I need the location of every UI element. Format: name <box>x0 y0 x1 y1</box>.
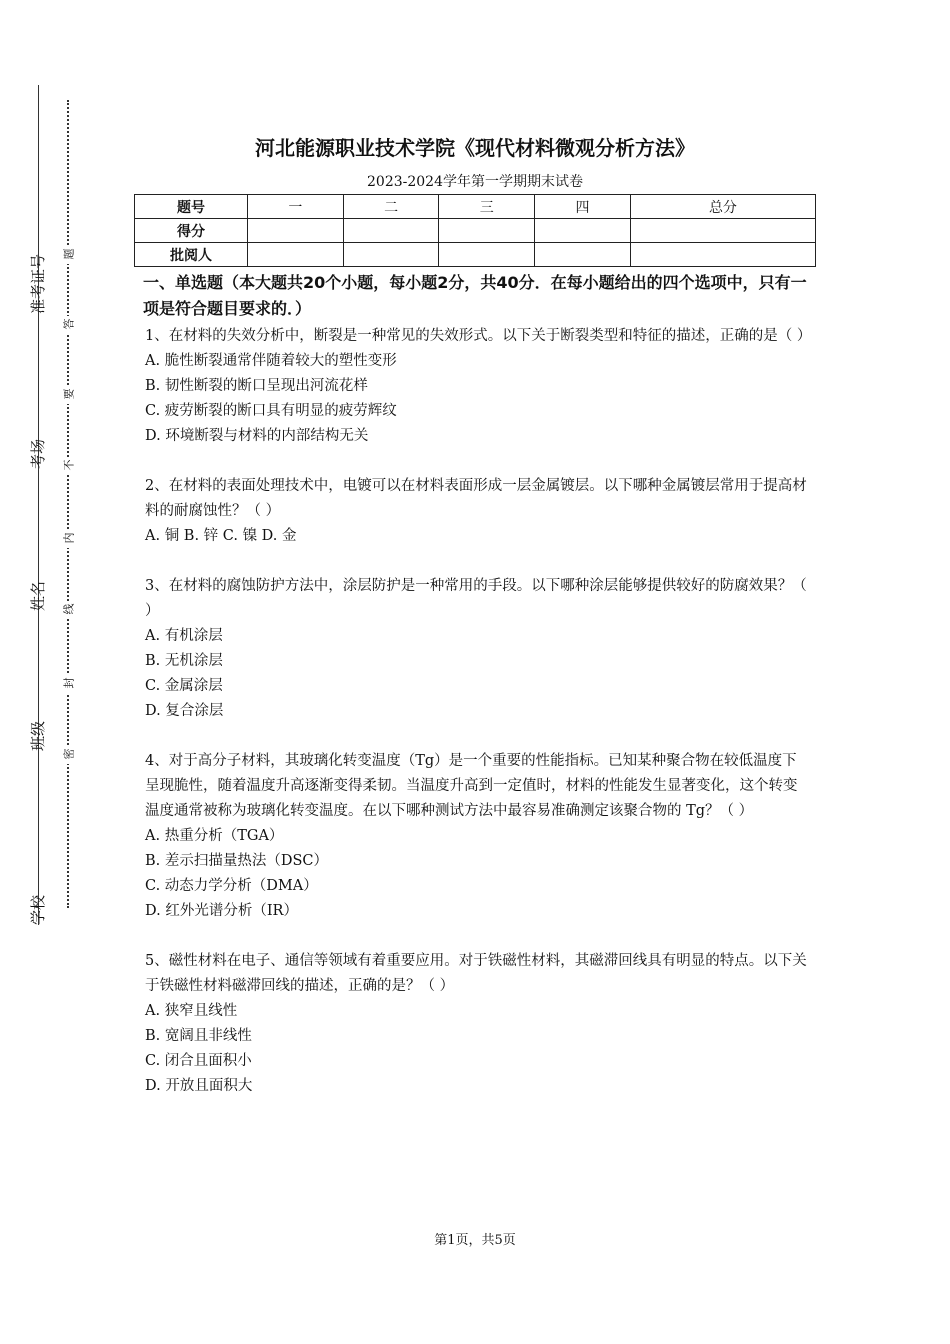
question-stem: 1、在材料的失效分析中，断裂是一种常见的失效形式。以下关于断裂类型和特征的描述，正确的是（ ） <box>145 328 812 344</box>
option-c[interactable]: C. 疲劳断裂的断口具有明显的疲劳辉纹 <box>145 403 397 419</box>
score-col-4: 四 <box>535 195 631 219</box>
reviewer-cell[interactable] <box>535 243 631 267</box>
question-4 <box>145 749 810 924</box>
option-d[interactable]: D. 开放且面积大 <box>145 1078 253 1094</box>
section-title: 一、单选题（本大题共20个小题，每小题2分，共40分．在每小题给出的四个选项中，只有一项是符合题目要求的．） <box>143 273 807 318</box>
score-col-total: 总分 <box>630 195 815 219</box>
score-col-2: 二 <box>343 195 439 219</box>
question-stem: 2、在材料的表面处理技术中，电镀可以在材料表面形成一层金属镀层。以下哪种金属镀层常用于提高材料的耐腐蚀性？（ ） <box>145 478 807 519</box>
score-cell[interactable] <box>535 219 631 243</box>
question-1 <box>145 324 810 449</box>
seal-char: 线 <box>59 601 77 619</box>
option-b[interactable]: B. 差示扫描量热法（DSC） <box>145 853 329 869</box>
seal-char: 封 <box>59 675 77 693</box>
reviewer-cell[interactable] <box>248 243 344 267</box>
reviewer-cell[interactable] <box>439 243 535 267</box>
reviewer-row <box>135 243 816 267</box>
option-d[interactable]: D. 复合涂层 <box>145 703 224 719</box>
option-b[interactable]: B. 韧性断裂的断口呈现出河流花样 <box>145 378 368 394</box>
binding-solid-line <box>38 85 39 925</box>
reviewer-row-label: 批阅人 <box>135 243 248 267</box>
seal-char: 内 <box>59 530 77 548</box>
score-header-row <box>135 195 816 219</box>
options-inline[interactable]: A. 铜 B. 锌 C. 镍 D. 金 <box>145 528 297 544</box>
page-footer: 第1页，共5页 <box>434 1233 516 1248</box>
option-b[interactable]: B. 宽阔且非线性 <box>145 1028 252 1044</box>
score-table <box>134 194 816 267</box>
score-cell[interactable] <box>343 219 439 243</box>
option-a[interactable]: A. 有机涂层 <box>145 628 223 644</box>
score-col-label: 题号 <box>135 195 248 219</box>
exam-content <box>145 270 810 1124</box>
option-c[interactable]: C. 闭合且面积小 <box>145 1053 252 1069</box>
score-cell[interactable] <box>439 219 535 243</box>
seal-char: 答 <box>59 316 77 334</box>
seal-dotted-line <box>67 100 69 908</box>
score-row <box>135 219 816 243</box>
seal-char: 要 <box>59 386 77 404</box>
score-col-1: 一 <box>248 195 344 219</box>
score-row-label: 得分 <box>135 219 248 243</box>
reviewer-cell[interactable] <box>343 243 439 267</box>
reviewer-cell[interactable] <box>630 243 815 267</box>
option-a[interactable]: A. 热重分析（TGA） <box>145 828 284 844</box>
exam-subtitle: 2023-2024学年第一学期期末试卷 <box>367 174 583 190</box>
exam-title: 河北能源职业技术学院《现代材料微观分析方法》 <box>255 136 695 160</box>
field-name: 姓名 <box>29 581 47 612</box>
field-exam-number: 准考证号 <box>29 253 47 314</box>
question-stem: 3、在材料的腐蚀防护方法中，涂层防护是一种常用的手段。以下哪种涂层能够提供较好的防腐效果？（ ） <box>145 578 807 619</box>
seal-char: 密 <box>59 746 77 764</box>
score-cell[interactable] <box>248 219 344 243</box>
field-class: 班级 <box>29 721 47 752</box>
option-d[interactable]: D. 红外光谱分析（IR） <box>145 903 298 919</box>
binding-margin <box>0 0 110 1344</box>
option-a[interactable]: A. 脆性断裂通常伴随着较大的塑性变形 <box>145 353 397 369</box>
question-2 <box>145 474 810 549</box>
option-c[interactable]: C. 金属涂层 <box>145 678 223 694</box>
field-exam-room: 考场 <box>29 439 47 470</box>
option-c[interactable]: C. 动态力学分析（DMA） <box>145 878 318 894</box>
score-col-3: 三 <box>439 195 535 219</box>
question-3 <box>145 574 810 724</box>
seal-char: 不 <box>59 457 77 475</box>
question-stem: 4、对于高分子材料，其玻璃化转变温度（Tg）是一个重要的性能指标。已知某种聚合物在较低温度下呈现脆性，随着温度升高逐渐变得柔韧。当温度升高到一定值时，材料的性能发生显著变化，这个转变温度通常被称为玻璃化转变温度。在以下哪种测试方法中最容易准确测定该聚合物的 Tg？（ ） <box>145 753 798 819</box>
option-b[interactable]: B. 无机涂层 <box>145 653 223 669</box>
question-5 <box>145 949 810 1099</box>
question-stem: 5、磁性材料在电子、通信等领域有着重要应用。对于铁磁性材料，其磁滞回线具有明显的特点。以下关于铁磁性材料磁滞回线的描述，正确的是？（ ） <box>145 953 807 994</box>
field-school: 学校 <box>29 895 47 926</box>
score-cell[interactable] <box>630 219 815 243</box>
seal-char: 题 <box>59 246 77 264</box>
option-a[interactable]: A. 狭窄且线性 <box>145 1003 238 1019</box>
option-d[interactable]: D. 环境断裂与材料的内部结构无关 <box>145 428 369 444</box>
